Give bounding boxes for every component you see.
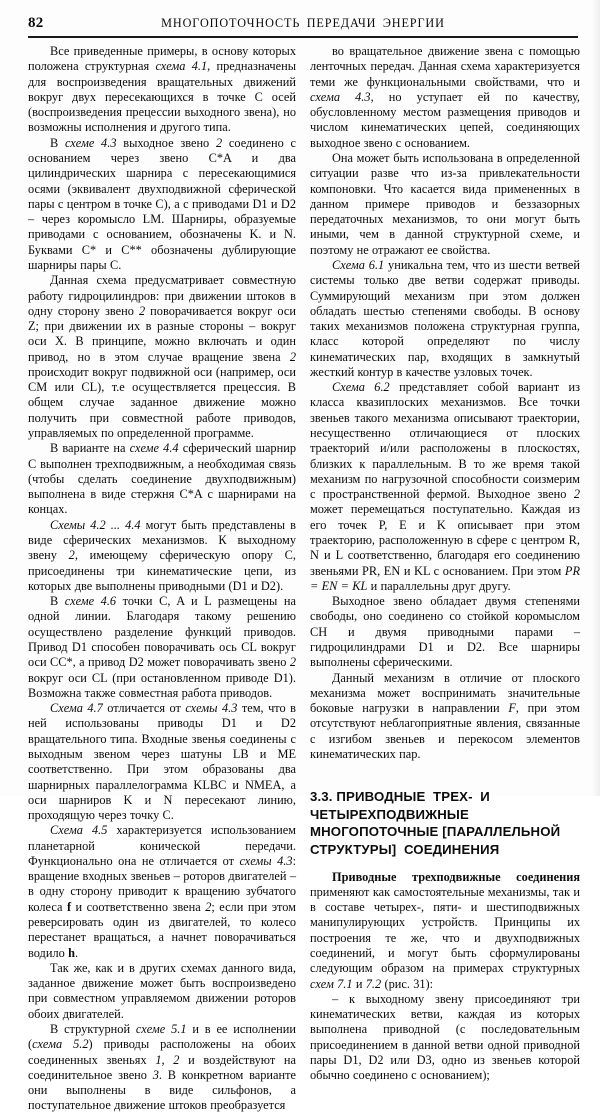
- page-number: 82: [28, 15, 44, 31]
- section-heading-line: ЧЕТЫРЕХПОДВИЖНЫЕ: [310, 806, 469, 822]
- body-paragraph: Так же, как и в других схемах данного вида, заданное движение может быть воспроизведено при совместном управляемом движении роторов обоих двигателей.: [28, 960, 296, 1021]
- body-paragraph: Данная схема предусматривает совместную работу гидроцилиндров: при движении штоков в одну сторону звено 2 поворачивается вокруг оси Z; при движении их в разные стороны – вокруг оси X. В принципе, можно включать и один привод, но в этом случае вращение звена 2 происходит вокруг подвижной оси (например, оси CM или CL), т.е осуществляется прецессия. В общем случае заданное движение можно получить при совместной работе приводов, управляемых по определенной программе.: [28, 273, 296, 441]
- body-columns: [28, 44, 581, 1113]
- body-paragraph: Она может быть использована в определенной ситуации разве что из-за привлекательности компоновки. Что касается вида примененных в данном примере приводов и беззазорных передаточных механизмов, то они могут быть иными, чем в данной структурной схеме, и поэтому не отражают ее свойства.: [310, 150, 580, 257]
- body-paragraph: В структурной схеме 5.1 и в ее исполнении (схема 5.2) приводы расположены на обоих соединенных звеньях 1, 2 и воздействуют на соединительное звено 3. В конкретном варианте они выполнены в виде сильфонов, а поступательное движение штоков преобразуется: [28, 1022, 296, 1113]
- body-paragraph: В схеме 4.6 точки C, A и L размещены на одной линии. Благодаря такому решению осуществлено разделение функций приводов. Привод D1 способен поворачивать ось CL вокруг оси CC*, а привод D2 может поворачивать звено 2 вокруг оси CL (при остановленном приводе D1). Возможна также совместная работа приводов.: [28, 594, 296, 700]
- page-header: [28, 14, 578, 36]
- right-column: [310, 44, 581, 1083]
- section-heading: [310, 762, 580, 869]
- body-paragraph: В варианте на схеме 4.4 сферический шарнир C выполнен трехподвижным, а необходимая связь (чтобы сделать соединение двухподвижным) выполнена в виде стержня C*A с шарнирами на концах.: [28, 441, 296, 517]
- body-paragraph: Данный механизм в отличие от плоского механизма может воспринимать значительные боковые нагрузки в направлении F, при этом отсутствуют неблагоприятные явления, связанные с изгибом звеньев и перекосом элементов кинематических пар.: [310, 670, 580, 761]
- body-paragraph: Схема 4.5 характеризуется использованием планетарной конической передачи. Функционально она не отличается от схемы 4.3: вращение входных звеньев – роторов двигателей – в одну сторону приводит к вращению зубчатого колеса f и соответственно звена 2; если при этом реверсировать один из двигателей, то колесо перестанет вращаться, а начнет поворачиваться водило h.: [28, 823, 297, 960]
- body-paragraph: В схеме 4.3 выходное звено 2 соединено с основанием через звено C*A и два цилиндрических шарнира с пересекающимися осями (эквивалент двухподвижной сферической пары с центром в точке C), а с приводами D1 и D2 – через коромысло LM. Шарниры, образуемые приводами с основанием, обозначены K. и N. Буквами C* и C** обозначены дублирующие шарниры пары C.: [28, 135, 296, 272]
- left-column: [28, 44, 297, 1113]
- body-paragraph: Все приведенные примеры, в основу которых положена структурная схема 4.1, предназначены для воспроизведения вращательных движений вокруг двух пересекающихся в точке C осей (воспроизведения прецессии выходного звена), но возможны исполнения и другого типа.: [28, 44, 296, 135]
- section-heading-line: МНОГОПОТОЧНЫЕ [ПАРАЛЛЕЛЬНОЙ: [310, 824, 561, 840]
- right-column-paragraphs-after-heading: [310, 870, 580, 1084]
- body-paragraph: Приводные трехподвижные соединения применяют как самостоятельные механизмы, так и в составе четырех-, пяти- и шестиподвижных манипулирующих устройств. Принципы их построения те же, что и двухподвижных соединений, и могут быть сформулированы следующим образом на примерах структурных схем 7.1 и 7.2 (рис. 31):: [310, 869, 580, 991]
- right-column-paragraphs-before-heading: [310, 44, 580, 762]
- body-paragraph: во вращательное движение звена с помощью ленточных передач. Данная схема характеризуется теми же функциональными свойствами, что и схема 4.3, но уступает ей по качеству, обусловленному местом размещения приводов и числом кинематических цепей, соединяющих выходное звено с основанием.: [310, 44, 581, 150]
- body-paragraph: Схемы 4.2 ... 4.4 могут быть представлены в виде сферических механизмов. К выходному звену 2, имеющему сферическую опору C, присоединены три кинематические цепи, из которых две выполнены приводными (D1 и D2).: [28, 517, 296, 593]
- body-paragraph: Выходное звено обладает двумя степенями свободы, оно соединено со стойкой коромыслом CH и двумя приводными парами – гидроцилиндрами D1 и D2. Все шарниры выполнены сферическими.: [310, 594, 580, 670]
- body-paragraph: Схема 6.1 уникальна тем, что из шести ветвей системы только две ветви содержат приводы. Суммирующий механизм при этом должен обладать шестью степенями свободы. В основу таких механизмов положена структурная группа, класс которой определяют по числу кинематических пар, входящих в замкнутый жесткий контур в качестве узловых точек.: [310, 257, 580, 379]
- scan-edge-shadow: [592, 0, 600, 796]
- body-paragraph: – к выходному звену присоединяют три кинематических ветви, каждая из которых выполнена приводной (с последовательным присоединением в данной ветви одной приводной пары D1, D2 или D3, одно из звеньев которой обычно соединено с основанием);: [310, 991, 580, 1083]
- header-rule: [28, 36, 578, 38]
- section-heading-line: СТРУКТУРЫ] СОЕДИНЕНИЯ: [310, 842, 500, 857]
- running-head: МНОГОПОТОЧНОСТЬ ПЕРЕДАЧИ ЭНЕРГИИ: [161, 16, 445, 30]
- section-heading-line: 3.3. ПРИВОДНЫЕ ТРЕХ- И: [310, 789, 490, 805]
- body-paragraph: Схема 4.7 отличается от схемы 4.3 тем, что в ней использованы приводы D1 и D2 вращательного типа. Входные звенья соединены с выходным звеном через шатуны LB и ME соответственно. При этом образованы два шарнирных параллелограмма KLBC и NMEA, а оси шарниров K и N пересекают линию, проходящую через точку C.: [28, 701, 296, 823]
- body-paragraph: Схема 6.2 представляет собой вариант из класса квазиплоских механизмов. Все точки звеньев такого механизма описывают траектории, несущественно отличающиеся от плоских траекторий и/или расположены в плоскостях, близких к параллельным. В то же время такой механизм по нагрузочной способности соизмерим с пространственной фермой. Выходное звено 2 может перемещаться поступательно. Каждая из его точек P, E и K описывает при этом траекторию, расположенную в сфере с центром R, N и L соответственно, благодаря его соединению звеньями PR, EN и KL с основанием. При этом PR = EN = KL и параллельны друг другу.: [310, 380, 580, 593]
